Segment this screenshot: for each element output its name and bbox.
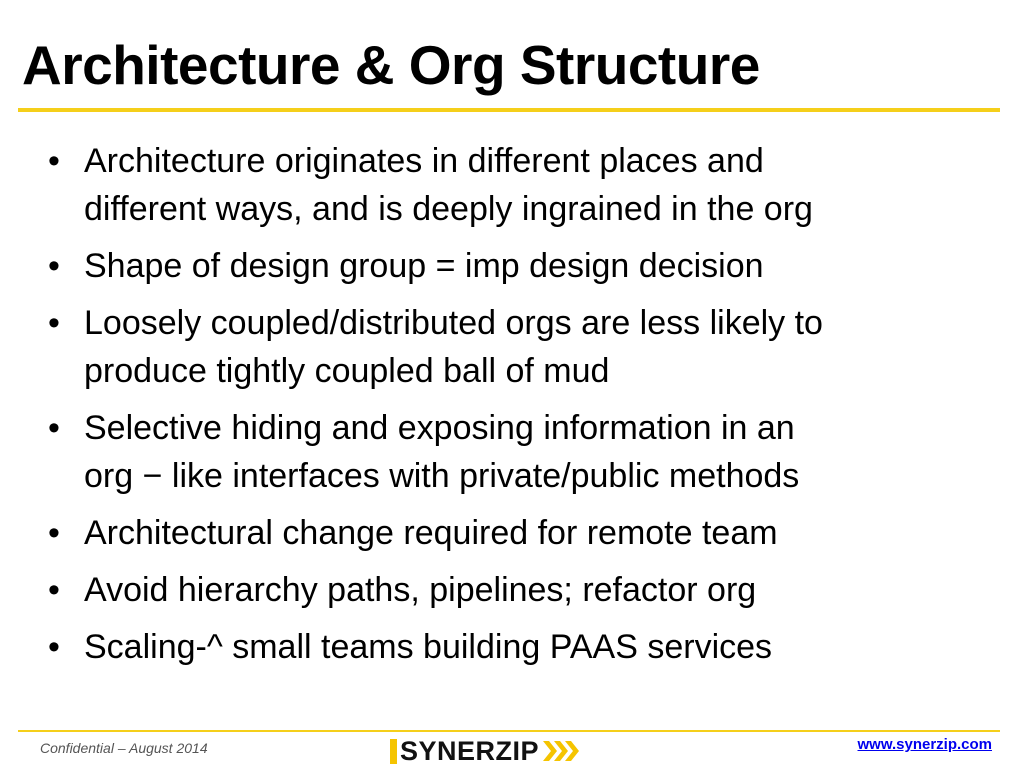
bullet-text: Loosely coupled/distributed orgs are less likely to [84, 304, 823, 342]
bullet-item [44, 509, 994, 557]
bullet-text: Avoid hierarchy paths, pipelines; refactor org [84, 571, 757, 609]
bullet-item [44, 299, 994, 395]
bullet-dot: • [48, 247, 60, 285]
bullet-list [44, 137, 994, 680]
bullet-dot: • [48, 571, 60, 609]
bullet-dot: • [48, 628, 60, 666]
bullet-dot: • [48, 304, 60, 342]
bullet-item [44, 242, 994, 290]
bullet-text: Scaling-^ small teams building PAAS services [84, 628, 773, 666]
bullet-text: Selective hiding and exposing information in an [84, 409, 795, 447]
website-link[interactable]: www.synerzip.com [857, 736, 992, 753]
bullet-text: different ways, and is deeply ingrained in the org [84, 190, 813, 228]
bullet-item [44, 566, 994, 614]
slide-title: Architecture & Org Structure [22, 34, 760, 96]
logo-bar-icon [390, 739, 397, 764]
bullet-text: org − like interfaces with private/public methods [84, 457, 800, 495]
bullet-text: Architecture originates in different places and [84, 142, 764, 180]
logo-text: SYNERZIP [400, 735, 540, 766]
bullet-item [44, 623, 994, 671]
bullet-item [44, 404, 994, 500]
confidential-notice: Confidential – August 2014 [40, 740, 208, 756]
synerzip-logo [390, 737, 581, 765]
bullet-text: Shape of design group = imp design decision [84, 247, 764, 285]
chevrons-icon [543, 739, 581, 763]
bullet-text: Architectural change required for remote team [84, 514, 778, 552]
bullet-item [44, 137, 994, 233]
bullet-dot: • [48, 514, 60, 552]
footer-divider [18, 730, 1000, 732]
bullet-text: produce tightly coupled ball of mud [84, 352, 610, 390]
bullet-dot: • [48, 409, 60, 447]
bullet-dot: • [48, 142, 60, 180]
title-underline [18, 108, 1000, 112]
